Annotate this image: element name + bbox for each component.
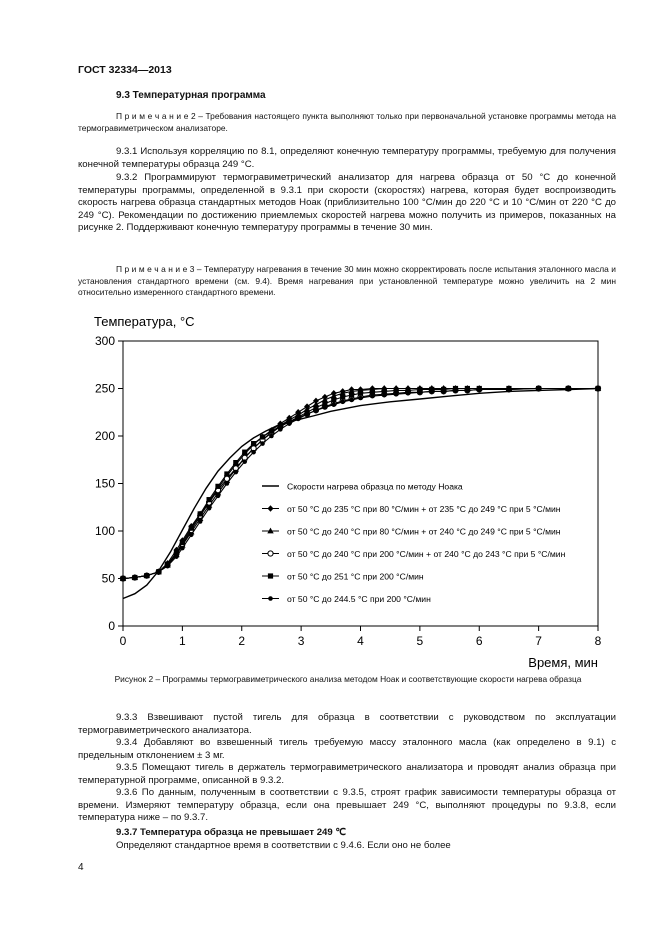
data-point bbox=[198, 519, 203, 524]
data-point bbox=[331, 402, 336, 407]
data-point bbox=[331, 397, 336, 402]
data-point bbox=[340, 394, 345, 399]
data-point bbox=[323, 405, 328, 410]
section-title: 9.3 Температурная программа bbox=[116, 90, 266, 101]
series-line bbox=[123, 389, 598, 599]
data-point bbox=[596, 386, 601, 391]
paragraph-9-3-3: 9.3.3 Взвешивают пустой тигель для образца в соответствии с руководством по эксплуатации термогравиметрического анализатора. bbox=[78, 712, 616, 736]
data-point bbox=[441, 389, 446, 394]
data-point bbox=[233, 460, 238, 465]
document-header: ГОСТ 32334—2013 bbox=[78, 64, 172, 76]
data-point bbox=[358, 396, 363, 401]
data-point bbox=[340, 400, 345, 405]
data-point bbox=[180, 540, 185, 545]
data-point bbox=[189, 526, 194, 531]
y-tick-label: 200 bbox=[94, 429, 115, 443]
note-3: П р и м е ч а н и е 3 – Температуру нагревания в течение 30 мин можно скорректировать после испытания эталонного масла и установления стандартного времени (см. 9.4). Время нагревания при установленной температуре можно увеличить на 2 мин относительно измеренного стандартного времени. bbox=[78, 264, 616, 298]
data-point bbox=[224, 471, 229, 476]
x-tick-label: 2 bbox=[238, 634, 246, 648]
legend-label: от 50 °С до 240 °С при 200 °С/мин + от 240 °С до 243 °С при 5 °С/мин bbox=[287, 549, 566, 559]
data-point bbox=[465, 388, 470, 393]
legend-label: Скорости нагрева образца по методу Ноака bbox=[287, 481, 463, 492]
data-point bbox=[418, 390, 423, 395]
data-point bbox=[429, 389, 434, 394]
data-point bbox=[121, 576, 126, 581]
data-point bbox=[566, 386, 571, 391]
data-point bbox=[477, 387, 482, 392]
data-point bbox=[215, 484, 220, 489]
data-point bbox=[358, 391, 363, 396]
figure-caption: Рисунок 2 – Программы термогравиметрического анализа методом Ноак и соответствующие скорости нагрева образца bbox=[114, 674, 582, 684]
data-point bbox=[189, 533, 194, 538]
data-point bbox=[234, 470, 239, 475]
data-point bbox=[453, 388, 458, 393]
data-point bbox=[287, 421, 292, 426]
x-tick-label: 8 bbox=[594, 634, 602, 648]
data-point bbox=[225, 481, 230, 486]
paragraph-9-3-7-title: 9.3.7 Температура образца не превышает 249 ℃ bbox=[116, 827, 347, 838]
paragraph-9-3-5: 9.3.5 Помещают тигель в держатель термогравиметрического анализатора и проводят анализ образца при температурной программе, описанной в 9.3.2. bbox=[78, 762, 616, 786]
page-number: 4 bbox=[78, 862, 84, 873]
data-point bbox=[278, 427, 283, 432]
data-point bbox=[269, 434, 274, 439]
legend-marker bbox=[268, 596, 273, 601]
y-tick-label: 250 bbox=[94, 381, 115, 396]
legend-label: от 50 °С до 251 °С при 200 °С/мин bbox=[287, 571, 424, 582]
data-point bbox=[382, 393, 387, 398]
data-point bbox=[370, 394, 375, 399]
legend-label: от 50 °С до 244.5 °С при 200 °С/мин bbox=[287, 594, 431, 604]
data-point bbox=[174, 554, 179, 559]
data-point bbox=[349, 393, 354, 398]
data-point bbox=[144, 573, 149, 578]
legend-marker bbox=[268, 505, 274, 511]
legend-label: от 50 °С до 235 °С при 80 °С/мин + от 235 °С до 249 °С при 5 °С/мин bbox=[287, 504, 561, 514]
data-point bbox=[260, 441, 265, 446]
paragraph-9-3-4: 9.3.4 Добавляют во взвешенный тигель требуемую массу эталонного масла (как определено в 9.1) с предельным отклонением ± 3 мг. bbox=[78, 737, 616, 761]
x-tick-label: 5 bbox=[416, 634, 424, 648]
y-tick-label: 100 bbox=[94, 524, 115, 538]
data-point bbox=[394, 392, 399, 397]
data-point bbox=[305, 412, 310, 417]
paragraph-9-3-2: 9.3.2 Программируют термогравиметрический анализатор для нагрева образца от 50 °С до конечной температуры программы, определенной в 9.3.1 при скорости (скоростях) нагрева, которая будет воспроизводить скорость нагрева образца стандартных методов Ноак (приблизительно 100 °С/мин до 220 °С и 10 °С/мин от 220 °С до 249 °С). Рекомендации по достижению приемлемых скоростей нагрева можно получить из примеров, показанных на рисунке 2. Поддерживают конечную температуру программы в течение 30 мин. bbox=[78, 172, 616, 234]
x-tick-label: 4 bbox=[357, 634, 364, 648]
legend-label: от 50 °С до 240 °С при 80 °С/мин + от 240 °С до 249 °С при 5 °С/мин bbox=[287, 526, 561, 537]
y-axis-title: Температура, °С bbox=[94, 314, 195, 329]
note-2: П р и м е ч а н и е 2 – Требования настоящего пункта выполняют только при первоначальной установке программы метода на термогравиметрическом анализаторе. bbox=[78, 111, 616, 133]
data-point bbox=[507, 387, 512, 392]
data-point bbox=[296, 417, 301, 422]
data-point bbox=[269, 429, 274, 434]
data-point bbox=[216, 494, 221, 499]
x-tick-label: 3 bbox=[297, 634, 305, 648]
paragraph-9-3-1: 9.3.1 Используя корреляцию по 8.1, определяют конечную температуру программы, требуемую для получения конечной температуры образца 249 °С. bbox=[78, 146, 616, 170]
y-tick-label: 150 bbox=[94, 476, 115, 491]
data-point bbox=[406, 391, 411, 396]
data-point bbox=[242, 459, 247, 464]
paragraph-9-3-6: 9.3.6 По данным, полученным в соответствии с 9.3.5, строят график зависимости температуры образца от времени. Измеряют температуру образца, если она превышает 249 °С, выполняют процедуры по 9.3.8, если температура ниже – по 9.3.7. bbox=[78, 787, 616, 824]
data-point bbox=[349, 398, 354, 403]
x-tick-label: 7 bbox=[535, 634, 542, 648]
x-tick-label: 0 bbox=[119, 634, 127, 648]
data-point bbox=[198, 511, 203, 516]
data-point bbox=[156, 570, 161, 575]
x-axis-title: Время, мин bbox=[528, 655, 598, 670]
data-point bbox=[536, 386, 541, 391]
y-tick-label: 0 bbox=[108, 619, 115, 633]
y-tick-label: 300 bbox=[94, 334, 115, 348]
data-point bbox=[165, 564, 170, 569]
data-point bbox=[206, 497, 211, 502]
data-point bbox=[251, 450, 256, 455]
x-tick-label: 1 bbox=[179, 634, 186, 648]
data-point bbox=[260, 434, 265, 439]
x-tick-label: 6 bbox=[475, 634, 483, 648]
y-tick-label: 50 bbox=[101, 571, 115, 586]
series-0 bbox=[123, 389, 598, 599]
data-point bbox=[314, 408, 319, 413]
legend-marker bbox=[268, 573, 273, 578]
data-point bbox=[180, 546, 185, 551]
legend-marker bbox=[268, 551, 273, 556]
data-point bbox=[207, 506, 212, 511]
data-point bbox=[133, 575, 138, 580]
paragraph-9-3-7-text: Определяют стандартное время в соответствии с 9.4.6. Если оно не более bbox=[116, 840, 451, 851]
data-point bbox=[242, 450, 247, 455]
data-point bbox=[251, 441, 256, 446]
